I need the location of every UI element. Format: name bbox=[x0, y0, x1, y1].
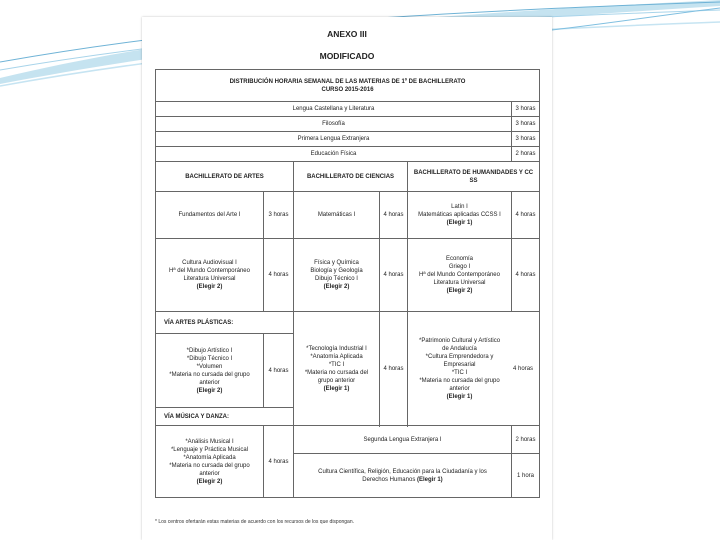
via-plasticas-heading: VÍA ARTES PLÁSTICAS: bbox=[156, 312, 294, 334]
option-subject-row: Cultura Audiovisual I Hª del Mundo Contemporáneo Literatura Universal (Elegir 2) 4 horas Física y Química Biología y Geología Dibujo Técnico I (Elegir 2) 4 horas Economía Griego I Hª del Mundo Contemporáneo Literatura Universal (Elegir 2) 4 horas bbox=[156, 239, 540, 312]
via-plasticas-row: *Dibujo Artístico I *Dibujo Técnico I *Volumen *Materia no cursada del grupo anterior (Elegir 2) 4 horas bbox=[156, 334, 540, 408]
via-musica-heading: VÍA MÚSICA Y DANZA: bbox=[156, 408, 294, 426]
table-header-row bbox=[156, 70, 540, 102]
segunda-lengua-row: Segunda Lengua Extranjera I 2 horas bbox=[156, 426, 540, 454]
via-musica-cell: *Análisis Musical I *Lenguaje y Práctica Musical *Anatomía Aplicada *Materia no cursada del grupo anterior (Elegir 2) bbox=[156, 426, 264, 498]
footnote: * Los centros ofertarán estas materias de acuerdo con los recursos de los que dispongan. bbox=[155, 519, 355, 525]
common-subject-row: Filosofía 3 horas bbox=[156, 117, 540, 132]
common-subject-row: Educación Física 2 horas bbox=[156, 147, 540, 162]
branch-ciencias-header: BACHILLERATO DE CIENCIAS bbox=[294, 162, 408, 192]
branch-humanidades-header: BACHILLERATO DE HUMANIDADES Y CC SS bbox=[408, 162, 540, 192]
cultura-row: Cultura Científica, Religión, Educación para la Ciudadanía y los Derechos Humanos (Elegir 1) 1 hora bbox=[156, 454, 540, 498]
schedule-table: DISTRIBUCIÓN HORARIA SEMANAL DE LAS MATERIAS DE 1º DE BACHILLERATO CURSO 2015-2016 Lengua Castellana y Literatura 3 horas Filosofía 3 horas Primera Lengua Extranjera 3 horas Educación Física 2 horas BACHILLERATO DE ARTES BACHILLERATO DE CIENCIAS BACHILLERATO DE HUMANIDADES Y CC SS Fundamentos del Arte I 3 horas Matemáticas I 4 horas Latín I Matemáticas aplicadas CCSS I (Elegir 1) 4 horas Cultura Audiovisual I Hª del Mundo Contemporáneo Literatura Universal (Elegir 2) 4 horas Física y Química Biología y Geología Dibujo Técnico I (Elegir 2) 4 horas Economía Griego I Hª del Mundo Contemporáneo Literatura Universal (Elegir 2) 4 horas VÍA ARTES PLÁSTICAS: *Tecnología Industrial I *Anatomía Aplicada *TIC I *Materia no cursada del grupo anterior (Elegir 1) 4 horas *Patrimonio Cultural y Artístico de Andalucía *Cultura Emprendedora y Empresarial *TIC I *Materia no cursada del grupo anterior (Elegir 1) 4 horas *Dibujo Artístico I *Dibujo Técnico I *Volumen *Materia no cursada del grupo anterior (Elegir 2) 4 horas VÍA MÚSICA Y DANZA: *Análisis Musical I *Lenguaje y Práctica Musical *Anatomía Aplicada *Materia no cursada del grupo anterior (Elegir 2) 4 horas Segunda Lengua Extranjera I 2 horas Cultura Científica, Religión, Educación para la Ciudadanía y los Derechos Humanos (Elegir 1) 1 hora bbox=[155, 69, 540, 498]
common-subject-row: Lengua Castellana y Literatura 3 horas bbox=[156, 102, 540, 117]
annex-title: ANEXO III bbox=[327, 29, 367, 39]
branch-header-row bbox=[156, 162, 540, 192]
table-header: DISTRIBUCIÓN HORARIA SEMANAL DE LAS MATERIAS DE 1º DE BACHILLERATO CURSO 2015-2016 bbox=[156, 70, 540, 102]
via-plasticas-heading-row: VÍA ARTES PLÁSTICAS: *Tecnología Industrial I *Anatomía Aplicada *TIC I *Materia no cursada del grupo anterior (Elegir 1) 4 horas *Patrimonio Cultural y Artístico de Andalucía *Cultura Emprendedora y Empresarial *TIC I *Materia no cursada del grupo anterior (Elegir 1) 4 horas bbox=[156, 312, 540, 334]
document-page bbox=[142, 17, 552, 540]
modified-subtitle: MODIFICADO bbox=[319, 51, 375, 61]
common-subject-row: Primera Lengua Extranjera 3 horas bbox=[156, 132, 540, 147]
core-subject-row: Fundamentos del Arte I 3 horas Matemáticas I 4 horas Latín I Matemáticas aplicadas CCSS I (Elegir 1) 4 horas bbox=[156, 192, 540, 239]
branch-artes-header: BACHILLERATO DE ARTES bbox=[156, 162, 294, 192]
ciencias-optional-cell: *Tecnología Industrial I *Anatomía Aplicada *TIC I *Materia no cursada del grupo anterior (Elegir 1) bbox=[294, 312, 380, 426]
humanidades-optional-cell: *Patrimonio Cultural y Artístico de Andalucía *Cultura Emprendedora y Empresarial *TIC I *Materia no cursada del grupo anterior (Elegir 1) 4 horas bbox=[408, 312, 540, 426]
